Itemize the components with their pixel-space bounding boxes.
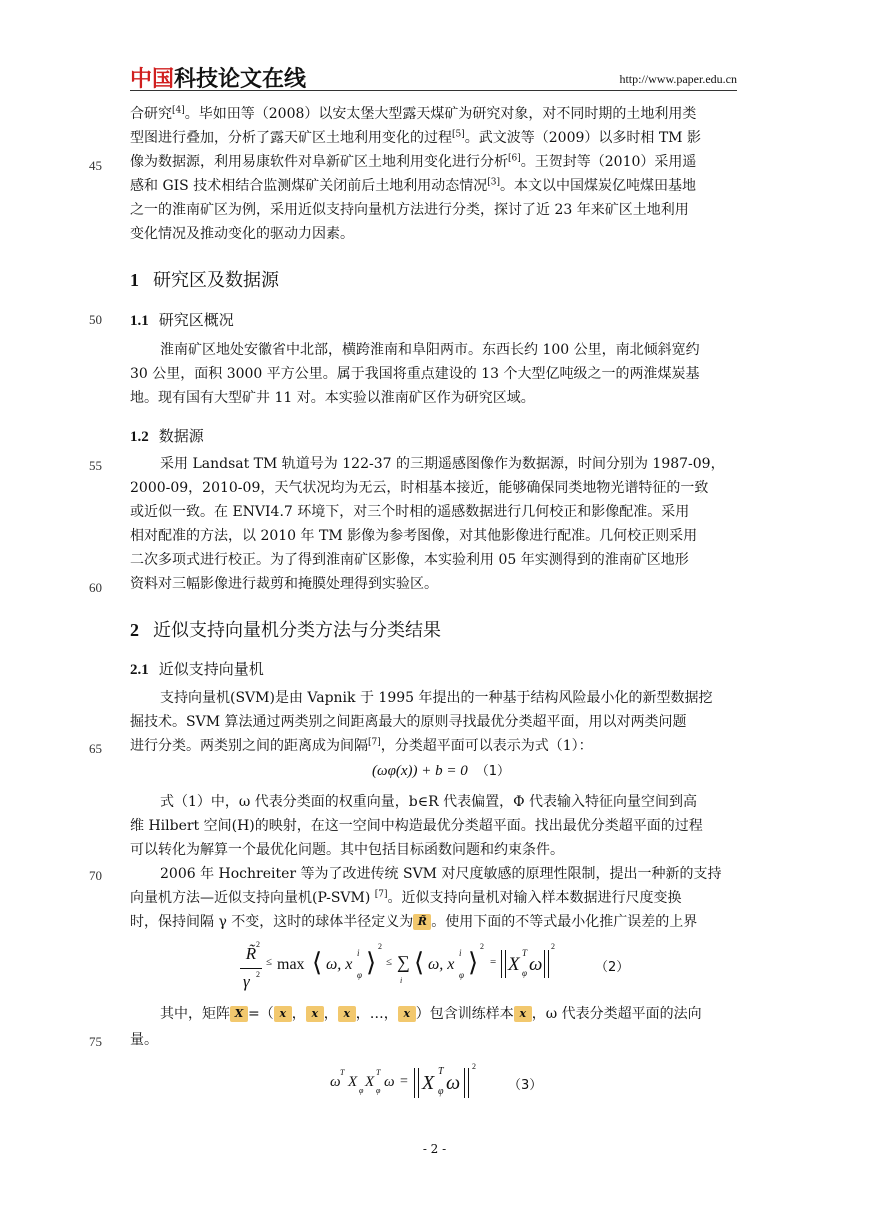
body-line xyxy=(130,816,738,836)
text: 2000-09，2010-09，天气状况均为无云，时相基本接近，能够确保同类地物光谱特征的一致 xyxy=(130,480,709,496)
body-line xyxy=(130,912,738,932)
norm-bar-right xyxy=(464,1068,469,1098)
logo-red-text: 中国 xyxy=(130,67,175,92)
text: 向量机方法—近似支持向量机(P-SVM) [7]。近似支持向量机对输入样本数据进行尺度变换 xyxy=(130,889,682,906)
xi-symbol: x xyxy=(514,1006,532,1022)
omega: ω xyxy=(446,1072,461,1094)
sup-T: T xyxy=(376,1068,381,1077)
text: 其中，矩阵 xyxy=(160,1006,230,1022)
norm-bar-left xyxy=(501,950,506,978)
equals-symbol: = xyxy=(490,956,497,968)
sup-T: T xyxy=(340,1068,345,1077)
sup-T: T xyxy=(522,948,528,958)
body-line xyxy=(130,888,738,908)
body-line xyxy=(160,1004,738,1024)
eq2-sup: 2 xyxy=(256,970,260,979)
body-line xyxy=(130,176,738,196)
body-line xyxy=(160,340,738,360)
eq2-sup: 2 xyxy=(551,942,555,951)
text: ， xyxy=(291,1006,306,1022)
sub-phi: φ xyxy=(357,970,362,980)
line-number: 75 xyxy=(89,1034,102,1049)
body-line xyxy=(130,712,738,732)
rangle: ⟩ xyxy=(366,948,377,977)
header-url[interactable]: http://www.paper.edu.cn xyxy=(619,72,737,86)
header-rule xyxy=(130,90,737,91)
text: 维 Hilbert 空间(H)的映射，在这一空间中构造最优分类超平面。找出最优分类超平面的过程 xyxy=(130,818,703,834)
citation-ref: [5] xyxy=(452,129,465,140)
text: 2006 年 Hochreiter 等为了改进传统 SVM 对尺度敏感的原理性限制，提出一种新的支持 xyxy=(160,866,722,882)
text: 时，保持间隔 γ 不变，这时的球体半径定义为 xyxy=(130,914,414,930)
body-line xyxy=(130,526,738,546)
equation-1 xyxy=(372,760,510,780)
text: ， xyxy=(323,1006,338,1022)
equals-symbol: = xyxy=(400,1074,408,1089)
line-number: 50 xyxy=(89,312,102,327)
max-operator: max xyxy=(277,956,305,973)
sub-phi: φ xyxy=(438,1086,444,1097)
section-heading-1-1 xyxy=(130,309,234,330)
text: ）包含训练样本 xyxy=(415,1006,514,1022)
text: 淮南矿区地处安徽省中北部，横跨淮南和阜阳两市。东西长约 100 公里，南北倾斜宽约 xyxy=(160,342,700,358)
text: 30 公里，面积 3000 平方公里。属于我国将重点建设的 13 个大型亿吨级之一的两淮煤炭基 xyxy=(130,366,700,382)
text: 二次多项式进行校正。为了得到淮南矿区影像，本实验利用 05 年实测得到的淮南矿区地形 xyxy=(130,552,689,568)
section-heading-2 xyxy=(130,616,441,642)
x3-symbol: x xyxy=(338,1006,356,1022)
text: =（ xyxy=(248,1006,274,1022)
omega: ω xyxy=(330,1074,341,1090)
text: 。使用下面的不等式最小化推广误差的上界 xyxy=(431,914,698,930)
norm-bar-left xyxy=(414,1068,419,1098)
sub-phi: φ xyxy=(376,1086,381,1095)
fraction-bar xyxy=(240,968,262,969)
eq2-rhs: X xyxy=(508,954,520,975)
section-number: 2.1 xyxy=(130,662,149,678)
line-number: 55 xyxy=(89,458,102,473)
body-line xyxy=(160,792,738,812)
citation-ref: [4] xyxy=(172,105,185,116)
rangle: ⟩ xyxy=(468,948,479,977)
section-title: 研究区及数据源 xyxy=(153,270,279,291)
citation-ref: [3] xyxy=(487,177,500,188)
leq-symbol: ≤ xyxy=(386,956,393,968)
eq2-sup: 2 xyxy=(256,940,260,949)
text: 可以转化为解算一个最优化问题。其中包括目标函数问题和约束条件。 xyxy=(130,842,564,858)
r-tilde-symbol: R̃ xyxy=(413,914,431,930)
text: 进行分类。两类别之间的距离成为间隔[7]，分类超平面可以表示为式（1）： xyxy=(130,737,593,754)
langle: ⟨ xyxy=(414,948,425,977)
body-line xyxy=(130,840,738,860)
body-line xyxy=(130,574,738,594)
eq2-denominator: γ xyxy=(243,972,250,991)
text: 掘技术。SVM 算法通过两类别之间距离最大的原则寻找最优分类超平面，用以对两类问题 xyxy=(130,714,687,730)
section-number: 1.1 xyxy=(130,313,149,329)
body-line xyxy=(130,104,738,124)
body-line xyxy=(130,364,738,384)
equation-text: (ωφ(x)) + b = 0 xyxy=(372,763,468,779)
body-line xyxy=(130,502,738,522)
text: 支持向量机(SVM)是由 Vapnik 于 1995 年提出的一种基于结构风险最小化的新型数据挖 xyxy=(160,690,713,706)
body-line xyxy=(130,200,738,220)
sub-phi: φ xyxy=(522,968,527,978)
text: 合研究[4]。毕如田等（2008）以安太堡大型露天煤矿为研究对象，对不同时期的土地利用类 xyxy=(130,105,697,122)
x1-symbol: x xyxy=(274,1006,292,1022)
sup-2: 2 xyxy=(472,1062,476,1071)
body-line xyxy=(130,224,738,244)
section-heading-1 xyxy=(130,266,279,292)
norm-bar-right xyxy=(544,950,549,978)
section-title: 数据源 xyxy=(158,427,204,445)
body-line xyxy=(130,550,738,570)
langle: ⟨ xyxy=(312,948,323,977)
x-symbol: X xyxy=(348,1074,358,1090)
x-symbol: X xyxy=(365,1074,375,1090)
logo-black-text: 科技论文在线 xyxy=(174,67,307,92)
body-line xyxy=(130,1030,738,1050)
body-line xyxy=(130,388,738,408)
eq2-sup: 2 xyxy=(378,942,382,951)
site-logo xyxy=(130,62,306,93)
equation-number: （1） xyxy=(475,764,511,779)
sup-i: i xyxy=(357,948,360,958)
matrix-x-phi-symbol: X xyxy=(230,1006,248,1022)
text: 地。现有国有大型矿井 11 对。本实验以淮南矿区作为研究区域。 xyxy=(130,390,535,406)
text: 感和 GIS 技术相结合监测煤矿关闭前后土地利用动态情况[3]。本文以中国煤炭亿吨煤田基地 xyxy=(130,177,696,194)
text: 资料对三幅影像进行裁剪和掩膜处理得到实验区。 xyxy=(130,576,438,592)
section-number: 1.2 xyxy=(130,429,149,445)
eq2-inner1: ω, x xyxy=(326,956,353,973)
sub-phi: φ xyxy=(459,970,464,980)
eq2-inner2: ω, x xyxy=(428,956,455,973)
sup-i: i xyxy=(459,948,462,958)
text: 量。 xyxy=(130,1032,158,1048)
body-line xyxy=(160,688,738,708)
body-line xyxy=(130,128,738,148)
text: 或近似一致。在 ENVI4.7 环境下，对三个时相的遥感数据进行几何校正和影像配准。采用 xyxy=(130,504,690,520)
sub-phi: φ xyxy=(359,1086,364,1095)
eq2-sup: 2 xyxy=(480,942,484,951)
equation-3 xyxy=(330,1064,590,1104)
text: 之一的淮南矿区为例，采用近似支持向量机方法进行分类，探讨了近 23 年来矿区土地利用 xyxy=(130,202,689,218)
citation-ref: [7] xyxy=(368,737,381,748)
x-symbol: X xyxy=(422,1072,435,1094)
section-heading-1-2 xyxy=(130,425,204,446)
line-number: 60 xyxy=(89,580,102,595)
text: 采用 Landsat TM 轨道号为 122-37 的三期遥感图像作为数据源，时间分别为 1987-09， xyxy=(160,456,725,472)
xl-symbol: x xyxy=(398,1006,416,1022)
body-line xyxy=(130,736,738,756)
section-title: 研究区概况 xyxy=(158,311,234,329)
text: ，…， xyxy=(355,1006,398,1022)
body-line xyxy=(130,152,738,172)
omega: ω xyxy=(529,954,543,975)
sup-T: T xyxy=(438,1066,444,1077)
page-number: - 2 - xyxy=(422,1142,447,1156)
line-number: 65 xyxy=(89,741,102,756)
body-line xyxy=(130,478,738,498)
body-line xyxy=(160,454,738,474)
sum-index: i xyxy=(400,976,403,985)
body-line xyxy=(160,864,738,884)
section-heading-2-1 xyxy=(130,658,264,679)
line-number: 45 xyxy=(89,158,102,173)
x2-symbol: x xyxy=(306,1006,324,1022)
section-title: 近似支持向量机 xyxy=(158,660,264,678)
leq-symbol: ≤ xyxy=(266,956,273,968)
equation-number: （3） xyxy=(508,1078,543,1093)
citation-ref: [6] xyxy=(508,153,521,164)
sum-operator: ∑ xyxy=(397,952,410,972)
line-number: 70 xyxy=(89,868,102,883)
omega: ω xyxy=(384,1074,395,1090)
equation-number: （2） xyxy=(595,960,630,975)
text: 变化情况及推动变化的驱动力因素。 xyxy=(130,226,354,242)
text: 型图进行叠加，分析了露天矿区土地利用变化的过程[5]。武文波等（2009）以多时相 TM 影 xyxy=(130,129,701,146)
eq2-numerator: R̃ xyxy=(245,944,257,963)
text: 相对配准的方法，以 2010 年 TM 影像为参考图像，对其他影像进行配准。几何校正则采用 xyxy=(130,528,698,544)
section-title: 近似支持向量机分类方法与分类结果 xyxy=(153,620,441,641)
section-number: 1 xyxy=(130,270,139,290)
section-number: 2 xyxy=(130,620,139,640)
text: 式（1）中，ω 代表分类面的权重向量，b∈R 代表偏置，Φ 代表输入特征向量空间到高 xyxy=(160,794,698,810)
text: ，ω 代表分类超平面的法向 xyxy=(531,1006,702,1022)
text: 像为数据源，利用易康软件对阜新矿区土地利用变化进行分析[6]。王贺封等（2010）采用遥 xyxy=(130,153,697,170)
citation-ref: [7] xyxy=(374,889,388,900)
equation-2 xyxy=(240,940,640,996)
